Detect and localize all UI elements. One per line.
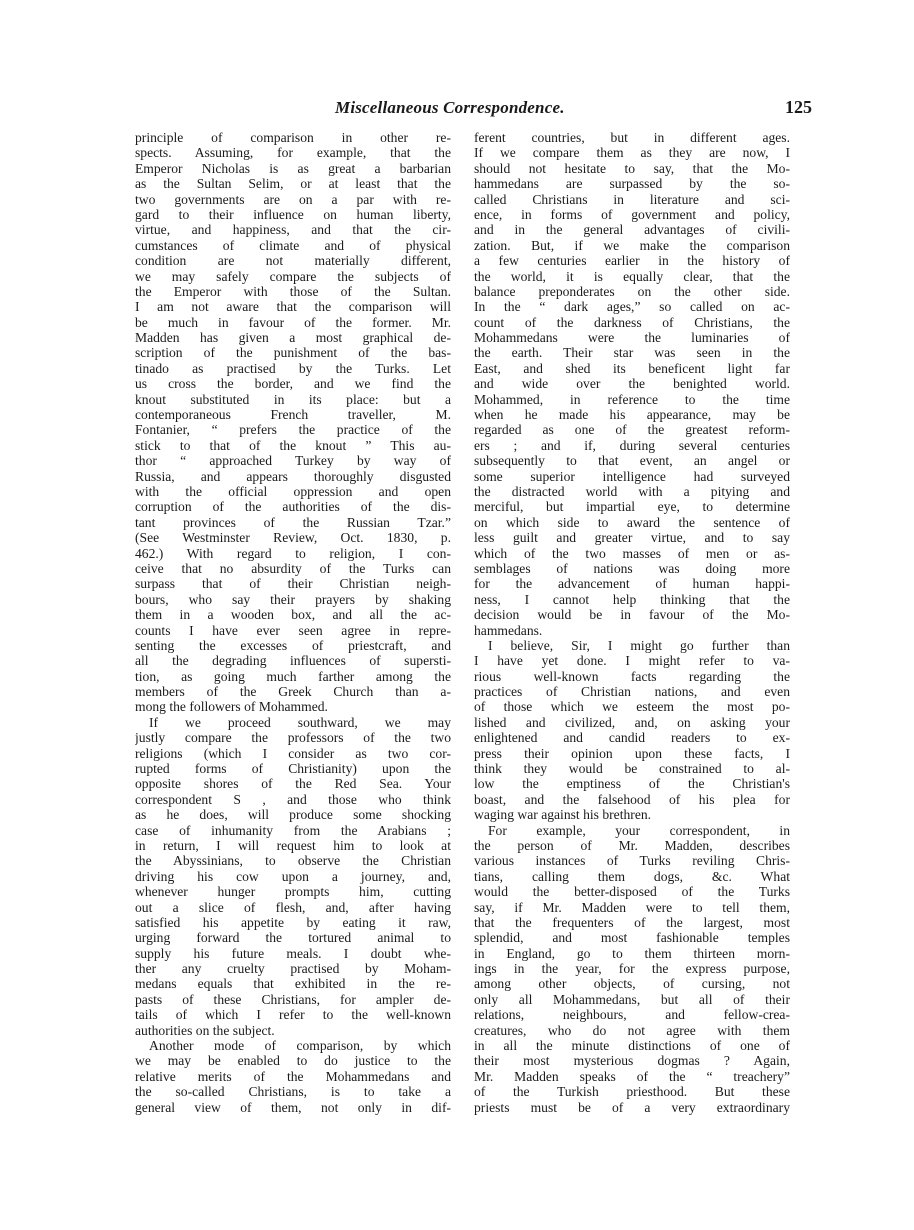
text-line: (See Westminster Review, Oct. 1830, p. — [135, 530, 451, 546]
text-line: the earth. Their star was seen in the — [474, 345, 790, 361]
text-line: rupted forms of Christianity) upon the — [135, 761, 451, 777]
text-line: waging war against his brethren. — [474, 807, 652, 823]
text-line: spects. Assuming, for example, that the — [135, 145, 451, 161]
text-line: their most mysterious dogmas ? Again, — [474, 1053, 790, 1069]
text-line: gard to their influence on human liberty, — [135, 206, 451, 222]
text-line: zation. But, if we make the comparison — [474, 237, 790, 253]
text-line: cumstances of climate and of physical — [135, 237, 451, 253]
text-line: religions (which I consider as two cor- — [135, 745, 451, 761]
text-line: If we compare them as they are now, I — [474, 145, 790, 161]
text-line: on which side to award the sentence of — [474, 514, 790, 530]
running-title: Miscellaneous Correspondence. — [335, 98, 565, 117]
text-line: driving his cow upon a journey, and, — [135, 868, 451, 884]
text-line: tinado as practised by the Turks. Let — [135, 360, 451, 376]
text-line: Fontanier, “ prefers the practice of the — [135, 422, 451, 438]
page-number: 125 — [785, 97, 812, 117]
text-line: senting the excesses of priestcraft, and — [135, 637, 451, 653]
text-line: and in the general advantages of civili- — [474, 222, 790, 238]
text-line: satisfied his appetite by eating it raw, — [135, 914, 451, 930]
text-line: In the “ dark ages,” so called on ac- — [474, 299, 790, 315]
text-line: supply his future meals. I doubt whe- — [135, 945, 451, 961]
text-line: a few centuries earlier in the history of — [474, 253, 790, 269]
text-line: regarded as one of the greatest reform- — [474, 422, 790, 438]
text-line: members of the Greek Church than a- — [135, 684, 451, 700]
text-line: various instances of Turks reviling Chris- — [474, 853, 790, 869]
text-line: thor “ approached Turkey by way of — [135, 453, 451, 469]
text-line: the distracted world with a pitying and — [474, 483, 790, 499]
text-line: condition are not materially different, — [135, 253, 451, 269]
text-line: as the Sultan Selim, or at least that the — [135, 176, 451, 192]
text-line: If we proceed southward, we may — [149, 714, 451, 730]
text-line: in England, go to them thirteen morn- — [474, 945, 790, 961]
text-line: ceive that no absurdity of the Turks can — [135, 560, 451, 576]
text-line: we may be enabled to do justice to the — [135, 1053, 451, 1069]
text-line: we may safely compare the subjects of — [135, 268, 451, 284]
text-line: I am not aware that the comparison will — [135, 299, 451, 315]
text-line: would the better-disposed of the Turks — [474, 884, 790, 900]
text-line: general view of them, not only in dif- — [135, 1099, 451, 1115]
text-line: think they would be constrained to al- — [474, 761, 790, 777]
text-line: correspondent S , and those who think — [135, 791, 451, 807]
text-line: balance preponderates on the other side. — [474, 283, 790, 299]
text-line: bours, who say their prayers by shaking — [135, 591, 451, 607]
text-line: Mr. Madden speaks of the “ treachery” — [474, 1068, 790, 1084]
text-line: in all the minute distinctions of one of — [474, 1038, 790, 1054]
text-line: be much in favour of the former. Mr. — [135, 314, 451, 330]
text-line: among other objects, of cursing, not — [474, 976, 790, 992]
text-line: tails of which I refer to the well-known — [135, 1007, 451, 1023]
text-line: surpass that of their Christian neigh- — [135, 576, 451, 592]
text-line: rious well-known facts regarding the — [474, 668, 790, 684]
text-line: with the official oppression and open — [135, 483, 451, 499]
text-line: semblages of nations was doing more — [474, 560, 790, 576]
text-line: say, if Mr. Madden were to tell them, — [474, 899, 790, 915]
text-line: whenever hunger prompts him, cutting — [135, 884, 451, 900]
text-line: ther any cruelty practised by Moham- — [135, 961, 451, 977]
text-line: two governments are on a par with re- — [135, 191, 451, 207]
text-line: authorities on the subject. — [135, 1022, 275, 1038]
text-line: out a slice of flesh, and, after having — [135, 899, 451, 915]
text-line: corruption of the authorities of the dis- — [135, 499, 451, 515]
text-line: some superior intelligence had surveyed — [474, 468, 790, 484]
text-line: boast, and the falsehood of his plea for — [474, 791, 790, 807]
text-line: medans equals that exhibited in the re- — [135, 976, 451, 992]
text-line: scription of the punishment of the bas- — [135, 345, 451, 361]
text-line: lished and civilized, and, on asking your — [474, 714, 790, 730]
text-line: relations, neighbours, and fellow-crea- — [474, 1007, 790, 1023]
text-line: urging forward the tortured animal to — [135, 930, 451, 946]
text-line: priests must be of a very extraordinary — [474, 1099, 790, 1115]
text-line: merciful, but impartial eye, to determine — [474, 499, 790, 515]
text-line: splendid, and most fashionable temples — [474, 930, 790, 946]
left-column — [135, 130, 451, 1115]
text-line: when he made his appearance, may be — [474, 407, 790, 423]
text-line: should not hesitate to say, that the Mo- — [474, 160, 790, 176]
text-line: them in a wooden box, and all the ac- — [135, 607, 451, 623]
text-line: hammedans are surpassed by the so- — [474, 176, 790, 192]
running-header — [0, 98, 914, 122]
text-line: knout substituted in its place: but a — [135, 391, 451, 407]
text-line: Another mode of comparison, by which — [149, 1038, 451, 1054]
text-line: the Abyssinians, to observe the Christian — [135, 853, 451, 869]
text-line: relative merits of the Mohammedans and — [135, 1068, 451, 1084]
text-line: the world, it is equally clear, that the — [474, 268, 790, 284]
text-line: called Christians in literature and sci- — [474, 191, 790, 207]
text-line: in return, I will request him to look at — [135, 837, 451, 853]
text-line: principle of comparison in other re- — [135, 130, 451, 145]
text-line: the so-called Christians, is to take a — [135, 1084, 451, 1100]
text-line: mong the followers of Mohammed. — [135, 699, 328, 715]
text-line: enlightened and candid readers to ex- — [474, 730, 790, 746]
text-line: justly compare the professors of the two — [135, 730, 451, 746]
text-line: the Emperor with those of the Sultan. — [135, 283, 451, 299]
text-line: For example, your correspondent, in — [488, 822, 790, 838]
text-line: press their opinion upon these facts, I — [474, 745, 790, 761]
text-line: and wide over the benighted world. — [474, 376, 790, 392]
text-line: count of the darkness of Christians, the — [474, 314, 790, 330]
text-line: of those which we esteem the most po- — [474, 699, 790, 715]
text-line: 462.) With regard to religion, I con- — [135, 545, 451, 561]
text-line: counts I have ever seen agree in repre- — [135, 622, 451, 638]
text-line: opposite shores of the Red Sea. Your — [135, 776, 451, 792]
text-line: tant provinces of the Russian Tzar.” — [135, 514, 451, 530]
text-line: ings in the year, for the express purpose, — [474, 961, 790, 977]
text-line: pasts of these Christians, for ampler de- — [135, 991, 451, 1007]
text-line: creatures, who do not agree with them — [474, 1022, 790, 1038]
right-column — [474, 130, 790, 1115]
text-line: I believe, Sir, I might go further than — [488, 637, 790, 653]
text-line: which of the two masses of men or as- — [474, 545, 790, 561]
text-line: that the frequenters of the largest, most — [474, 914, 790, 930]
text-line: the person of Mr. Madden, describes — [474, 837, 790, 853]
text-line: Emperor Nicholas is as great a barbarian — [135, 160, 451, 176]
text-line: only all Mohammedans, but all of their — [474, 991, 790, 1007]
text-line: as he does, will produce some shocking — [135, 807, 451, 823]
text-line: less guilt and greater virtue, and to say — [474, 530, 790, 546]
text-line: stick to that of the knout ” This au- — [135, 437, 451, 453]
text-line: Russia, and appears thoroughly disgusted — [135, 468, 451, 484]
text-line: Madden has given a most graphical de- — [135, 330, 451, 346]
text-line: tion, as going much farther among the — [135, 668, 451, 684]
text-line: all the degrading influences of supersti- — [135, 653, 451, 669]
text-line: case of inhumanity from the Arabians ; — [135, 822, 451, 838]
text-line: East, and shed its beneficent light far — [474, 360, 790, 376]
text-line: Mohammedans were the luminaries of — [474, 330, 790, 346]
text-line: practices of Christian nations, and even — [474, 684, 790, 700]
text-line: ers ; and if, during several centuries — [474, 437, 790, 453]
text-line: tians, calling them dogs, &c. What — [474, 868, 790, 884]
text-line: ness, I cannot help thinking that the — [474, 591, 790, 607]
text-line: subsequently to that event, an angel or — [474, 453, 790, 469]
text-line: decision would be in favour of the Mo- — [474, 607, 790, 623]
text-line: contemporaneous French traveller, M. — [135, 407, 451, 423]
text-line: hammedans. — [474, 622, 543, 638]
text-line: ence, in forms of government and policy, — [474, 206, 790, 222]
text-line: Mohammed, in reference to the time — [474, 391, 790, 407]
text-line: virtue, and happiness, and that the cir- — [135, 222, 451, 238]
text-line: low the emptiness of the Christian's — [474, 776, 790, 792]
text-line: ferent countries, but in different ages. — [474, 130, 790, 145]
text-line: us cross the border, and we find the — [135, 376, 451, 392]
text-line: for the advancement of human happi- — [474, 576, 790, 592]
text-line: I have yet done. I might refer to va- — [474, 653, 790, 669]
text-line: of the Turkish priesthood. But these — [474, 1084, 790, 1100]
